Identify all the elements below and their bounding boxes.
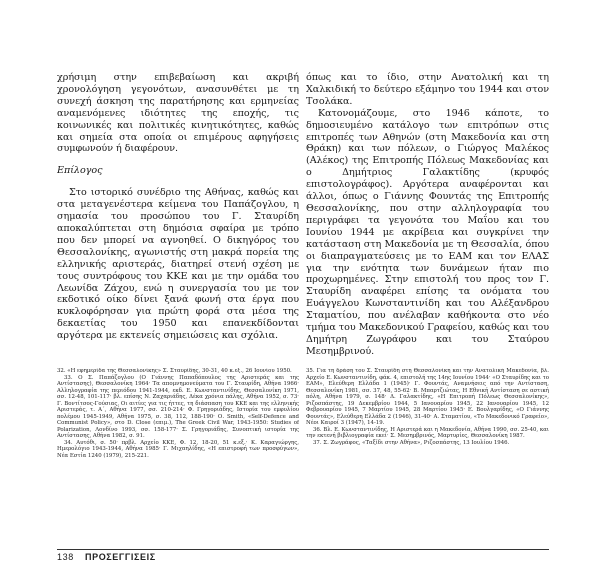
footnote: 33. Ο Σ. Παπάζογλου (Ο Γιάννης Παπαδόπουλος της Αριστεράς και της Αντίστασης), Θεσσαλονίκη 1964· Τα απομνημονεύματα του Γ. Σταυρίδη, Αθήνα 1966· Αλληλογραφία της περιόδου 1941-1944, εκδ. Ε. Κωνσταντινίδης, Θεσσαλονίκη 1971, σσ. 12-48, 101-117· βλ. επίσης Ν. Ζαχαριάδης, Δέκα χρόνια πάλης, Αθήνα 1952, σ. 73· Γ. Βοντίτσος-Γούσιας, Οι αιτίες για τις ήττες, τη διάσπαση του ΚΚΕ και της ελληνικής Αριστεράς, τ. Α΄, Αθήνα 1977, σσ. 210-214· Φ. Γρηγοριάδης, Ιστορία του εμφυλίου πολέμου 1945-1949, Αθήνα 1975, σ. 38, 112, 188-190· Ο. Smith, «Self-Defence and Communist Policy», στο D. Close (επιμ.), The Greek Civil War, 1943-1950: Studies of Polarization, Λονδίνο 1993, σσ. 158-177· Σ. Γρηγοριάδης, Συνοπτική ιστορία της Αντίστασης, Αθήνα 1982, σ. 91. — [57, 374, 299, 439]
right-continuation-paragraph: όπως και το ίδιο, στην Ανατολική και τη Χαλκιδική το δεύτερο εξάμηνο του 1944 και στον Τσολάκα. — [306, 72, 549, 107]
page-number: 138 — [57, 552, 74, 562]
footnote: 32. «Η εφημερίδα της Θεσσαλονίκης» Σ. Σταυρίδης, 30-31, 40 κ.εξ., 26 Ιουνίου 1950. — [57, 368, 292, 374]
footnotes-right — [306, 368, 549, 548]
footnote: 37. Σ. Ζωγράφος, «Ταξίδι στην Αθήνα», Ριζοσπάστης, 13 Ιουλίου 1946. — [313, 439, 510, 446]
footnote: 34. Αυτόθι, σ. 50· πρβλ. Αρχείο ΚΚΕ, Φ. 12, 18-20, 51 κ.εξ.· Κ. Καραγιώργης, Ημερολόγιο 1943-1944, Αθήνα 1985· Γ. Μιχαηλίδης, «Η επιστροφή των προσφύγων», Νέα Εστία 1240 (1979), 215-221. — [57, 439, 299, 459]
running-head: ΠΡΟΣΕΓΓΙΣΕΙΣ — [85, 552, 156, 562]
left-continuation-paragraph: χρήσιμη στην επιβεβαίωση και ακριβή χρονολόγηση γεγονότων, ανασυνθέτει με τη συνεχή άσκηση της παρατήρησης και ερμηνείας αναμενόμενες ιδιότητες της εποχής, τις κοινωνικές και πολιτικές κινητικότητες, καθώς και σημεία στα οποία οι επιμέρους αφηγήσεις συμφωνούν ή διαφέρουν. — [57, 72, 299, 155]
left-text-column — [57, 72, 299, 360]
footnotes-left — [57, 368, 299, 548]
page-footer — [57, 549, 549, 564]
section-heading: Επίλογος — [57, 165, 103, 177]
left-body-paragraph: Στο ιστορικό συνέδριο της Αθήνας, καθώς και στα μεταγενέστερα κείμενα του Παπάζογλου, η σημασία του προσώπου του Γ. Σταυρίδη αποκαλύπτεται στη δημόσια σφαίρα με τρόπο που δεν μπορεί να αγνοηθεί. Ο δικηγόρος του Θεσσαλονίκης, αγωνιστής στη μακρά πορεία της ελληνικής αριστεράς, διατηρεί στενή σχέση με τους συντρόφους του ΚΚΕ και με την ομάδα του Λεωνίδα Ζάχου, ενώ η συνεργασία του με τον εκδοτικό οίκο δίνει ξανά φωνή στα έργα που κυκλοφόρησαν για πρώτη φορά στα μέσα της δεκαετίας του 1950 και επανεκδίδονται αργότερα με εκτενείς σημειώσεις και σχόλια. — [57, 187, 299, 342]
footnote: 36. Βλ. Ε. Κωνσταντινίδης, Η Αριστερά και η Μακεδονία, Αθήνα 1990, σσ. 25-40, και την εκτενή βιβλιογραφία εκεί· Σ. Μεσημβρινός, Μαρτυρίες, Θεσσαλονίκη 1987. — [306, 426, 549, 439]
right-text-column — [306, 72, 549, 360]
right-body-paragraph: Κατονομάζουμε, στο 1946 κάποτε, το δημοσιευμένο κατάλογο των επιτρόπων στις επιτροπές των Αθηνών (στη Μακεδονία και στη Θράκη) και των πόλεων, ο Γιώργος Μαλέκος (Αλέκος) της Επιτροπής Πόλεως Μακεδονίας και ο Δημήτριος Γαλακτίδης (κρυφός επιστολογράφος). Αργότερα αναφέρονται και άλλοι, όπως ο Γιάννης Φουντάς της Επιτροπής Θεσσαλονίκης, που στην αλληλογραφία του περιγράφει τα γεγονότα του Μαΐου και του Ιουνίου 1944 με ακρίβεια και συγκρίνει την κατάσταση στη Μακεδονία με τη Θεσσαλία, όπου οι διαπραγματεύσεις με το ΕΑΜ και τον ΕΛΑΣ για την ενότητα των δυνάμεων ήταν πιο προχωρημένες. Στην επιστολή του προς τον Γ. Σταυρίδη αναφέρει επίσης τα ονόματα του Ευάγγελου Κωνσταντινίδη και του Αλέξανδρου Σταματίου, που ανέλαβαν καθήκοντα στο νέο τμήμα του Μακεδονικού Γραφείου, καθώς και του Δημήτρη Ζωγράφου και του Σταύρου Μεσημβρινού. — [306, 107, 549, 357]
footnote: 35. Για τη δράση του Σ. Σταυρίδη στη Θεσσαλονίκη και την Ανατολική Μακεδονία, βλ. Αρχείο Ε. Κωνσταντινίδη, φάκ. 4, επιστολή της 14ης Ιουνίου 1944· «Ο Σταυρίδης και το ΕΑΜ», Ελεύθερη Ελλάδα 1 (1945)· Γ. Φουντάς, Αναμνήσεις από την Αντίσταση, Θεσσαλονίκη 1981, σσ. 37, 48, 55-62· Β. Μπαρτζιώτας, Η Εθνική Αντίσταση σε αστική πόλη, Αθήνα 1979, σ. 148· Δ. Γαλακτίδης, «Η Επιτροπή Πόλεως Θεσσαλονίκης», Ριζοσπάστης, 19 Δεκεμβρίου 1944, 5 Ιανουαρίου 1945, 22 Ιανουαρίου 1945, 12 Φεβρουαρίου 1945, 7 Μαρτίου 1945, 28 Μαρτίου 1945· Ε. Βουλγαρίδης, «Ο Γιάννης Φουντάς», Ελεύθερη Ελλάδα 2 (1946), 31-40· Α. Σταματίου, «Το Μακεδονικό Γραφείο», Νέοι Καιροί 3 (1947), 14-19. — [306, 368, 549, 426]
